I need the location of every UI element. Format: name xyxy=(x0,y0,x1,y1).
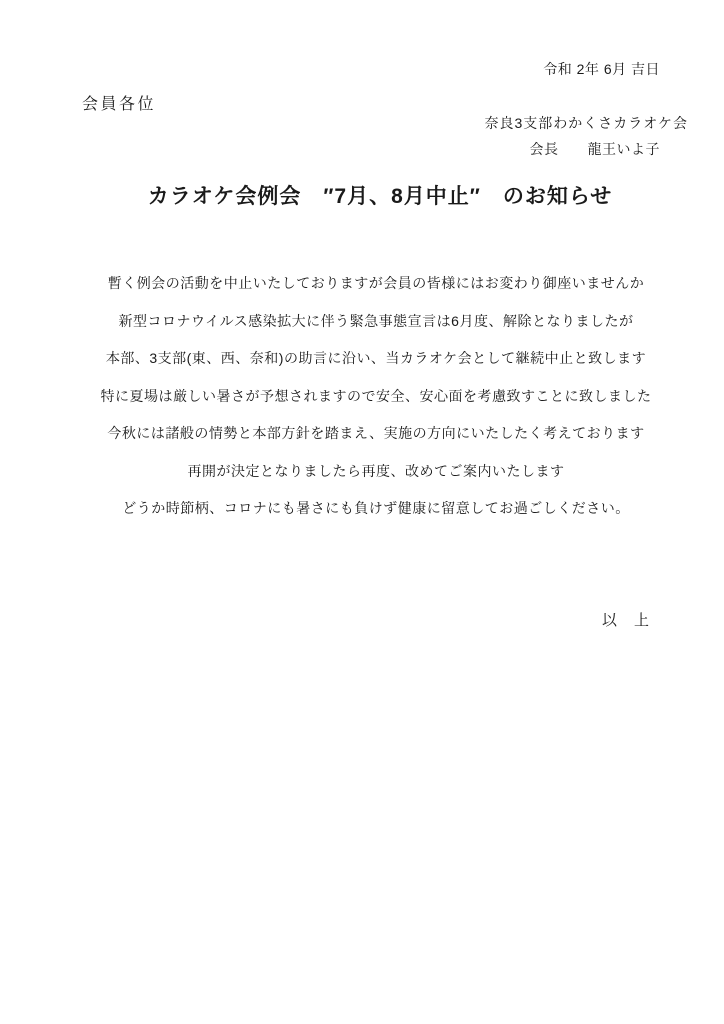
body-paragraph-2: 新型コロナウイルス感染拡大に伴う緊急事態宣言は6月度、解除となりましたが xyxy=(118,312,634,329)
sender-president-name: 会長 龍王いよ子 xyxy=(529,141,660,157)
body-paragraph-7: どうか時節柄、コロナにも暑さにも負けず健康に留意してお過ごしください。 xyxy=(122,500,630,516)
document-title: カラオケ会例会 ″7月、8月中止″ のお知らせ xyxy=(147,185,613,208)
closing-mark: 以 上 xyxy=(602,612,651,629)
body-paragraph-1: 暫く例会の活動を中止いたしておりますが会員の皆様にはお変わり御座いませんか xyxy=(107,275,645,291)
recipient-line: 会員各位 xyxy=(82,96,157,113)
document-date: 令和 2年 6月 吉日 xyxy=(543,61,660,77)
body-paragraph-6: 再開が決定となりましたら再度、改めてご案内いたします xyxy=(187,462,565,479)
organization-name: 奈良3支部わかくさカラオケ会 xyxy=(484,115,688,131)
body-paragraph-5: 今秋には諸般の情勢と本部方針を踏まえ、実施の方向にいたしたく考えております xyxy=(107,425,645,441)
body-paragraph-4: 特に夏場は厳しい暑さが予想されますので安全、安心面を考慮致すことに致しました xyxy=(100,387,652,404)
document-body xyxy=(28,265,724,528)
body-paragraph-3: 本部、3支部(東、西、奈和)の助言に沿い、当カラオケ会として継続中止と致します xyxy=(105,350,647,366)
